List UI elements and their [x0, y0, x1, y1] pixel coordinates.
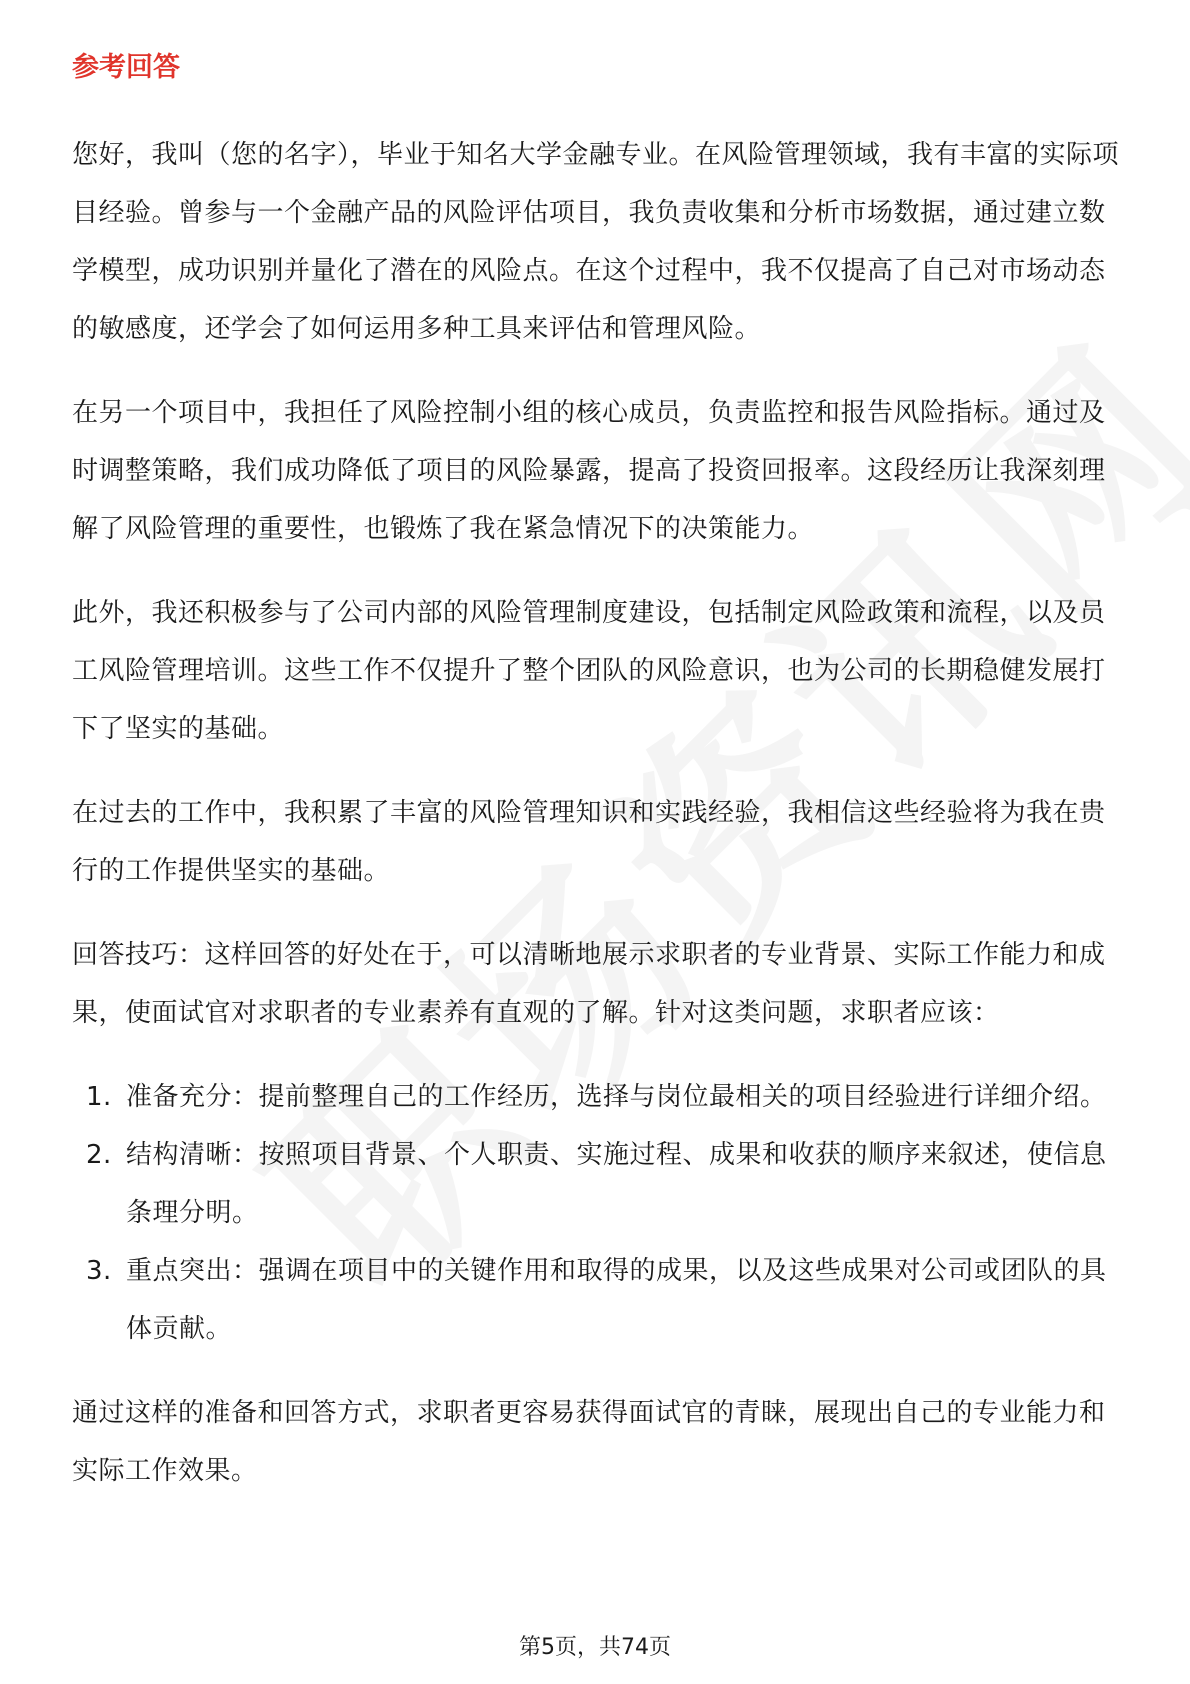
tips-list	[72, 1068, 1122, 1358]
list-item-text: 结构清晰：按照项目背景、个人职责、实施过程、成果和收获的顺序来叙述，使信息条理分明。	[126, 1140, 1107, 1228]
content-area	[72, 48, 1122, 1526]
list-number: 3.	[86, 1256, 112, 1286]
paragraph-summary: 在过去的工作中，我积累了丰富的风险管理知识和实践经验，我相信这些经验将为我在贵行的工作提供坚实的基础。	[72, 798, 1106, 886]
list-number: 2.	[86, 1140, 112, 1170]
paragraph-system: 此外，我还积极参与了公司内部的风险管理制度建设，包括制定风险政策和流程，以及员工风险管理培训。这些工作不仅提升了整个团队的风险意识，也为公司的长期稳健发展打下了坚实的基础。	[72, 598, 1106, 744]
section-title: 参考回答	[72, 52, 180, 83]
page-number: 第5页，共74页	[519, 1635, 671, 1660]
paragraph-tips-intro: 回答技巧：这样回答的好处在于，可以清晰地展示求职者的专业背景、实际工作能力和成果，使面试官对求职者的专业素养有直观的了解。针对这类问题，求职者应该：	[72, 940, 1106, 1028]
list-item	[72, 1242, 1122, 1358]
paragraph-intro: 您好，我叫（您的名字），毕业于知名大学金融专业。在风险管理领域，我有丰富的实际项目经验。曾参与一个金融产品的风险评估项目，我负责收集和分析市场数据，通过建立数学模型，成功识别并量化了潜在的风险点。在这个过程中，我不仅提高了自己对市场动态的敏感度，还学会了如何运用多种工具来评估和管理风险。	[72, 140, 1120, 344]
list-item-text: 准备充分：提前整理自己的工作经历，选择与岗位最相关的项目经验进行详细介绍。	[126, 1082, 1107, 1112]
paragraph-conclusion: 通过这样的准备和回答方式，求职者更容易获得面试官的青睐，展现出自己的专业能力和实际工作效果。	[72, 1398, 1106, 1486]
list-item	[72, 1068, 1122, 1126]
list-number: 1.	[86, 1082, 112, 1112]
list-item-text: 重点突出：强调在项目中的关键作用和取得的成果，以及这些成果对公司或团队的具体贡献。	[126, 1256, 1107, 1344]
list-item	[72, 1126, 1122, 1242]
paragraph-project: 在另一个项目中，我担任了风险控制小组的核心成员，负责监控和报告风险指标。通过及时调整策略，我们成功降低了项目的风险暴露，提高了投资回报率。这段经历让我深刻理解了风险管理的重要性，也锻炼了我在紧急情况下的决策能力。	[72, 398, 1106, 544]
